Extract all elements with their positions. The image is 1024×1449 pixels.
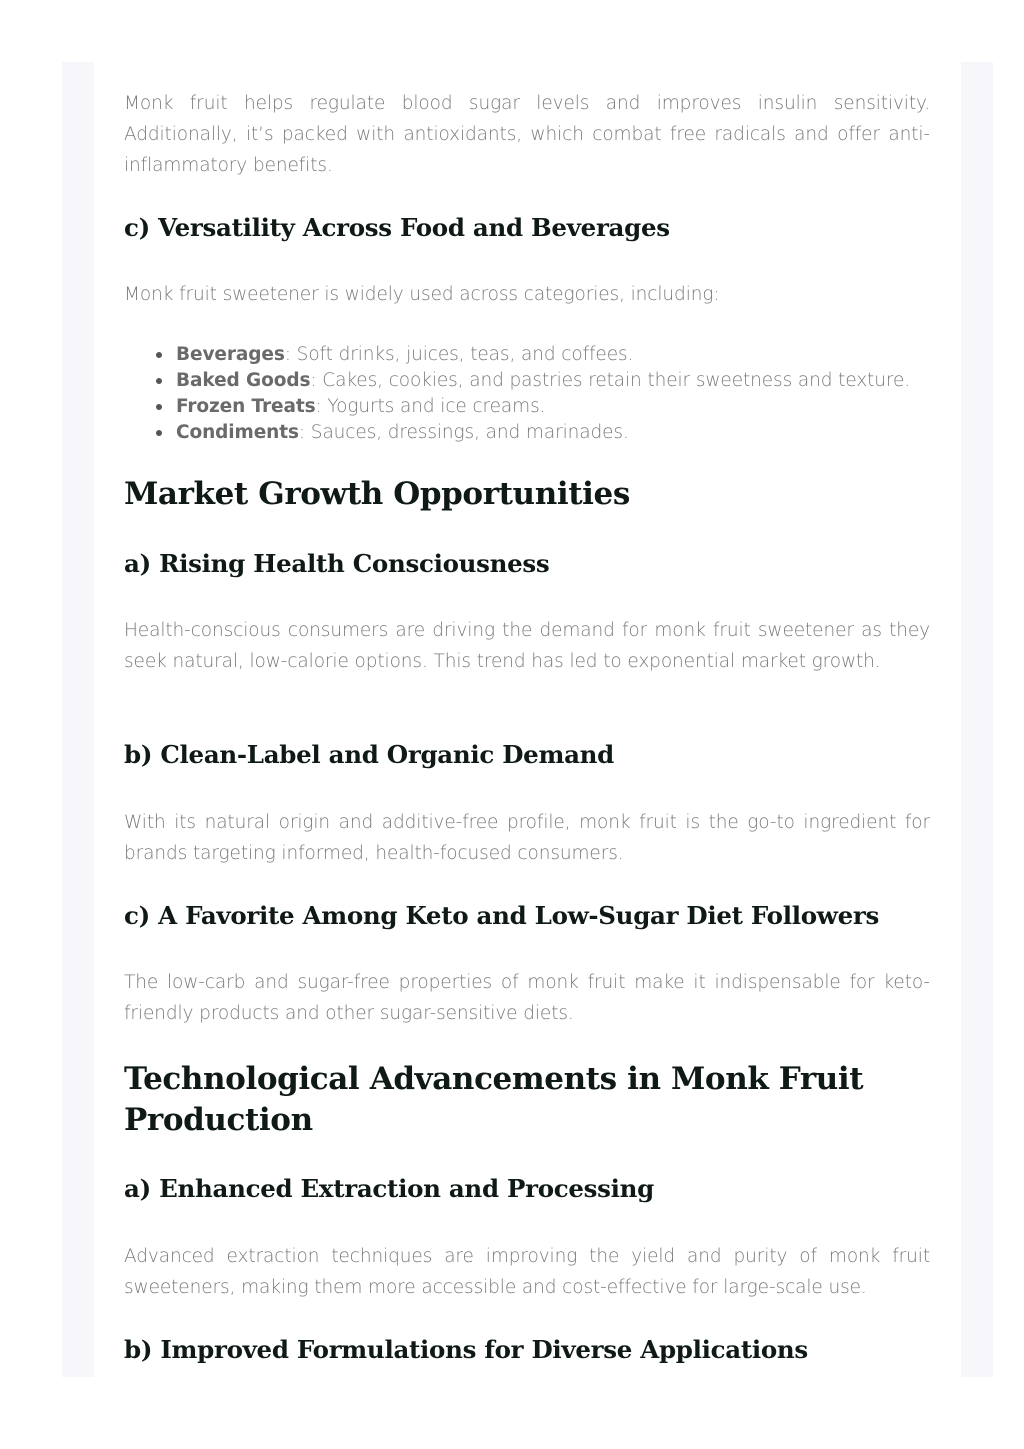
list-item-term: Frozen Treats xyxy=(176,396,316,417)
right-side-strip xyxy=(961,62,993,1377)
list-item xyxy=(176,394,910,420)
list-item-text: : Soft drinks, juices, teas, and coffees. xyxy=(284,344,634,365)
market-sub-c-body: The low-carb and sugar-free properties of monk fruit make it indispensable for keto-friendly products and other sugar-sensitive diets. xyxy=(124,972,930,1024)
technology-sub-a-body: Advanced extraction techniques are improving the yield and purity of monk fruit sweeteners, making them more accessible and cost-effective for large-scale use. xyxy=(124,1246,930,1298)
bullet-icon xyxy=(156,430,162,436)
technology-heading-line1: Technological Advancements in Monk Fruit xyxy=(124,1061,864,1097)
list-item-text: : Yogurts and ice creams. xyxy=(315,396,546,417)
market-sub-a-heading: a) Rising Health Consciousness xyxy=(124,549,550,578)
list-item xyxy=(176,420,910,446)
list-item-text: : Sauces, dressings, and marinades. xyxy=(298,422,629,443)
list-item-term: Baked Goods xyxy=(176,370,311,391)
versatility-heading: c) Versatility Across Food and Beverages xyxy=(124,213,670,242)
list-item-term: Beverages xyxy=(176,344,285,365)
list-item-text: : Cakes, cookies, and pastries retain their sweetness and texture. xyxy=(310,370,911,391)
list-item-term: Condiments xyxy=(176,422,299,443)
technology-heading-line2: Production xyxy=(124,1102,313,1138)
bullet-icon xyxy=(156,404,162,410)
intro-paragraph: Monk fruit helps regulate blood sugar levels and improves insulin sensitivity. Additionally, it’s packed with antioxidants, which combat free radicals and offer anti-inflammatory benefits. xyxy=(124,93,930,176)
market-heading: Market Growth Opportunities xyxy=(124,476,630,512)
technology-sub-b-heading: b) Improved Formulations for Diverse Applications xyxy=(124,1335,808,1364)
bullet-icon xyxy=(156,352,162,358)
market-sub-b-heading: b) Clean-Label and Organic Demand xyxy=(124,740,615,769)
list-item xyxy=(176,342,910,368)
technology-heading xyxy=(124,1059,863,1141)
market-sub-c-heading: c) A Favorite Among Keto and Low-Sugar Diet Followers xyxy=(124,901,879,930)
list-item xyxy=(176,368,910,394)
versatility-intro: Monk fruit sweetener is widely used across categories, including: xyxy=(124,284,720,305)
technology-sub-a-heading: a) Enhanced Extraction and Processing xyxy=(124,1174,655,1203)
market-sub-a-body: Health-conscious consumers are driving the demand for monk fruit sweetener as they seek natural, low-calorie options. This trend has led to exponential market growth. xyxy=(124,620,930,672)
versatility-list xyxy=(124,342,910,446)
market-sub-b-body: With its natural origin and additive-free profile, monk fruit is the go-to ingredient for brands targeting informed, health-focused consumers. xyxy=(124,812,930,864)
left-side-strip xyxy=(62,62,94,1377)
bullet-icon xyxy=(156,378,162,384)
